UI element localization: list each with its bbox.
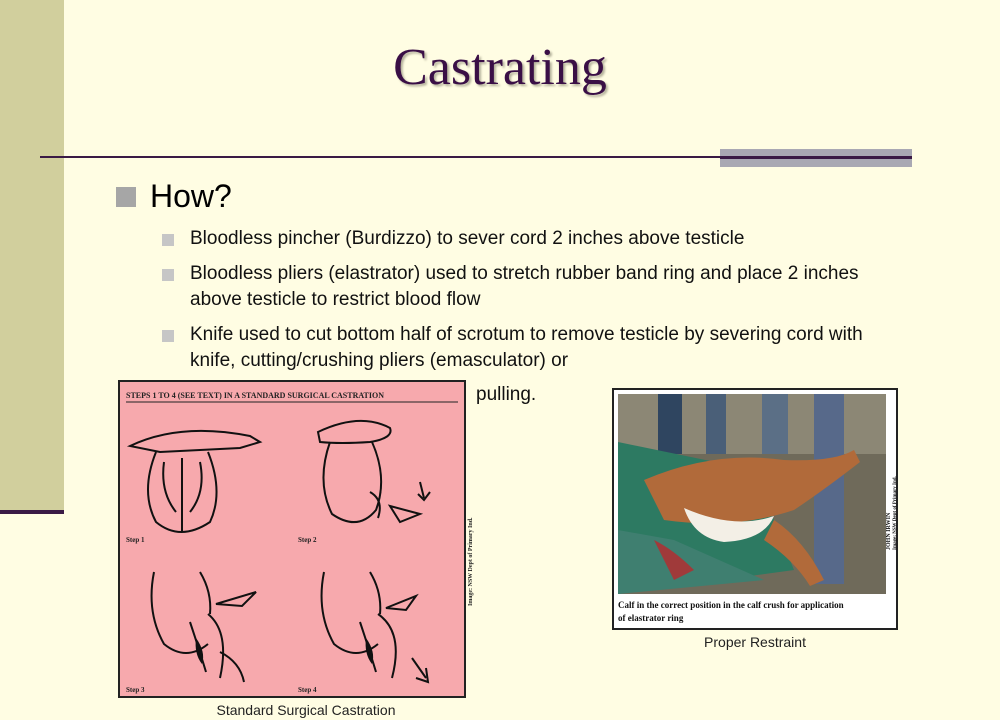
- photo-credit-name: JOHN IRWIN: [886, 512, 892, 550]
- step-3-label: Step 3: [126, 686, 145, 694]
- slide-title: Castrating: [393, 39, 607, 96]
- bullet-square-icon: [116, 187, 136, 207]
- step-2-drawing: [318, 421, 430, 522]
- left-accent-underline: [0, 510, 64, 514]
- photo-caption-line1: Calf in the correct position in the calf crush for application: [618, 600, 844, 610]
- left-figure-caption: Standard Surgical Castration: [216, 702, 396, 718]
- calf-crush-photo: [614, 390, 896, 628]
- title-rule-thick: [720, 156, 912, 159]
- sub-bullet-text: Knife used to cut bottom half of scrotum to remove testicle by severing cord with knife, cutting/crushing pliers (emasculator) or: [190, 324, 863, 371]
- sub-bullet-text: Bloodless pincher (Burdizzo) to sever cord 2 inches above testicle: [190, 228, 745, 249]
- step-4-shade: [366, 638, 374, 664]
- photo-credit: Image: NSW Dept of Primary Ind.: [893, 476, 898, 550]
- figure-credit: Image: NSW Dept of Primary Ind.: [468, 517, 474, 606]
- step-4-label: Step 4: [298, 686, 317, 694]
- step-3-drawing: [152, 572, 256, 682]
- sub-bullet-square-icon: [162, 234, 174, 246]
- sub-bullet: [162, 261, 902, 313]
- sub-bullet-square-icon: [162, 269, 174, 281]
- photo-caption-line2: of elastrator ring: [618, 613, 684, 623]
- restraint-photo-figure: [612, 388, 898, 630]
- step-1-drawing: [130, 431, 260, 532]
- sub-bullet-text: Bloodless pliers (elastrator) used to stretch rubber band ring and place 2 inches above testicle to restrict blood flow: [190, 263, 859, 310]
- main-bullet-text: How?: [150, 178, 232, 214]
- sub-bullet: [162, 322, 902, 374]
- right-figure-caption: Proper Restraint: [704, 634, 806, 650]
- sub-bullet: [162, 226, 902, 252]
- step-3-shade: [196, 638, 204, 664]
- figure-header: STEPS 1 TO 4 (SEE TEXT) IN A STANDARD SURGICAL CASTRATION: [126, 391, 384, 400]
- castration-steps-illustration: [120, 382, 474, 696]
- sub-bullet-square-icon: [162, 330, 174, 342]
- main-bullet: [116, 178, 232, 215]
- step-1-label: Step 1: [126, 536, 145, 544]
- sub-bullet-continuation: pulling.: [476, 384, 537, 405]
- surgical-castration-figure: [118, 380, 474, 698]
- sub-bullet-list: [162, 226, 902, 383]
- step-2-label: Step 2: [298, 536, 317, 544]
- step-4-drawing: [322, 572, 428, 682]
